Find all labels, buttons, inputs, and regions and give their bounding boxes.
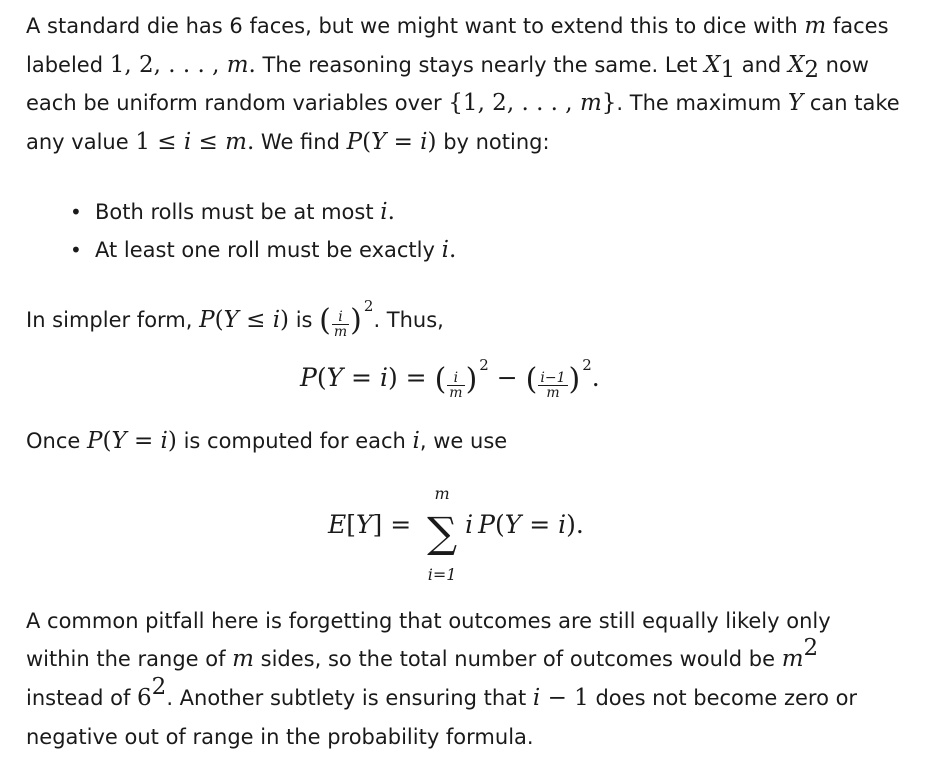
text: A standard die has 6 faces, but we might want to extend this to dice with xyxy=(26,14,805,38)
fraction xyxy=(538,371,567,400)
list-item xyxy=(70,193,456,231)
math-var: P xyxy=(199,307,215,333)
fraction xyxy=(447,371,464,400)
exponent: 2 xyxy=(479,356,489,374)
math: ) xyxy=(167,428,177,454)
math-var: i xyxy=(532,685,541,711)
text: is computed for each xyxy=(176,429,413,453)
text: Once xyxy=(26,429,87,453)
text: sides, so the total number of outcomes would be xyxy=(253,647,782,671)
math: 1, 2, . . . , xyxy=(109,52,227,78)
math: {1, 2, . . . , xyxy=(448,90,580,116)
text: In simpler form, xyxy=(26,308,200,332)
math-var: Y xyxy=(326,363,344,392)
math: = xyxy=(382,510,420,539)
math: . xyxy=(246,129,255,155)
simpler-form-line xyxy=(26,291,444,339)
closing-line-3 xyxy=(26,674,858,713)
math: 1 ≤ xyxy=(135,129,184,155)
paren-close: ) xyxy=(465,362,478,397)
math-var: m xyxy=(232,646,254,672)
math: 6 xyxy=(137,685,152,711)
text: instead of xyxy=(26,686,138,710)
math-var: i xyxy=(272,307,281,333)
math-var: Y xyxy=(787,90,804,116)
math-var: m xyxy=(226,52,249,78)
paren-open: ( xyxy=(434,362,447,397)
text: , we use xyxy=(419,429,508,453)
sum-symbol: ∑ xyxy=(427,508,458,557)
math-var: i xyxy=(183,129,192,155)
math-var: i xyxy=(465,510,474,539)
text: . Thus, xyxy=(373,308,444,332)
closing-line-2 xyxy=(26,635,819,674)
math: ( xyxy=(316,363,327,392)
intro-line-1 xyxy=(26,11,889,41)
math: = xyxy=(397,363,435,392)
list-item xyxy=(70,231,456,269)
math: ( xyxy=(362,129,372,155)
math: ) xyxy=(280,307,290,333)
text: At least one roll must be exactly xyxy=(95,238,442,262)
math: ≤ xyxy=(238,307,273,333)
subscript: 2 xyxy=(804,57,819,83)
text: is xyxy=(289,308,320,332)
math-var: Y xyxy=(111,428,127,454)
superscript: 2 xyxy=(803,635,819,661)
closing-line-1 xyxy=(26,606,831,636)
math: . xyxy=(448,237,457,263)
text: The reasoning stays nearly the same. Let xyxy=(255,53,705,77)
text: negative out of range in the probability formula. xyxy=(26,725,534,749)
sum-lower-limit: i=1 xyxy=(427,565,457,584)
paren-open: ( xyxy=(319,303,331,338)
paren-close: ) xyxy=(568,362,581,397)
math-var: i xyxy=(379,363,388,392)
once-line xyxy=(26,426,507,456)
math: = xyxy=(386,129,421,155)
text: by noting: xyxy=(436,130,550,154)
summation xyxy=(419,484,465,584)
math-var: P xyxy=(346,129,363,155)
paren-close: ) xyxy=(350,303,362,338)
superscript: 2 xyxy=(151,674,167,700)
denominator: m xyxy=(546,385,560,402)
math: ( xyxy=(102,428,112,454)
sum-upper-limit: m xyxy=(434,484,450,503)
math: = xyxy=(343,363,380,392)
math-var: i xyxy=(441,237,449,263)
text: Both rolls must be at most xyxy=(95,200,381,224)
math-var: X xyxy=(704,52,721,78)
paren-open: ( xyxy=(525,362,538,397)
equation-probability xyxy=(300,356,600,400)
text: labeled xyxy=(26,53,110,77)
math: . xyxy=(387,199,395,225)
text: A common pitfall here is forgetting that outcomes are still equally likely only xyxy=(26,609,831,633)
math-var: X xyxy=(787,52,805,78)
math-var: i xyxy=(412,428,420,454)
fraction xyxy=(332,310,349,339)
math-var: P xyxy=(300,363,317,392)
numerator: i xyxy=(332,310,349,325)
math-var: m xyxy=(781,646,804,672)
denominator: m xyxy=(333,324,348,341)
math: ≤ xyxy=(191,129,226,155)
math-var: Y xyxy=(223,307,239,333)
text: within the range of xyxy=(26,647,233,671)
bullet-list xyxy=(70,193,456,269)
math: = xyxy=(521,510,559,539)
math-var: P xyxy=(86,428,103,454)
text: and xyxy=(735,53,788,77)
math-var: m xyxy=(225,129,247,155)
equation-expectation xyxy=(328,484,584,584)
denominator: m xyxy=(449,385,463,402)
exponent: 2 xyxy=(363,297,374,315)
math: ) xyxy=(566,510,576,539)
math: ] xyxy=(372,510,383,539)
math-var: i xyxy=(160,428,168,454)
subscript: 1 xyxy=(720,57,736,83)
math-var: i xyxy=(420,129,428,155)
math: ( xyxy=(494,510,505,539)
math-var: i xyxy=(380,199,388,225)
math: = xyxy=(126,428,161,454)
math-var: m xyxy=(579,90,602,116)
text: We find xyxy=(254,130,347,154)
intro-line-3 xyxy=(26,88,900,118)
exponent: 2 xyxy=(582,356,592,374)
math-var: Y xyxy=(504,510,522,539)
math-var: Y xyxy=(356,510,373,539)
numerator: i−1 xyxy=(540,370,566,387)
math: − 1 xyxy=(540,685,589,711)
text: each be uniform random variables over xyxy=(26,91,449,115)
math: . xyxy=(248,52,256,78)
text: can take xyxy=(803,91,900,115)
numerator: i xyxy=(447,371,464,386)
text: faces xyxy=(826,14,889,38)
math: . xyxy=(591,363,600,392)
math: [ xyxy=(346,510,357,539)
math-var: i xyxy=(558,510,567,539)
text: does not become zero or xyxy=(588,686,858,710)
text: any value xyxy=(26,130,136,154)
closing-line-4 xyxy=(26,722,534,752)
math-var: E xyxy=(328,510,347,539)
intro-line-4 xyxy=(26,127,550,157)
math: ) xyxy=(427,129,437,155)
math-var: P xyxy=(478,510,495,539)
math: ( xyxy=(214,307,224,333)
math: . xyxy=(575,510,584,539)
intro-line-2 xyxy=(26,50,869,83)
math-var: m xyxy=(804,13,827,39)
text: . Another subtlety is ensuring that xyxy=(166,686,533,710)
math-var: Y xyxy=(371,129,387,155)
text: . The maximum xyxy=(616,91,788,115)
text: now xyxy=(818,53,869,77)
math: − xyxy=(488,363,526,392)
math: ) xyxy=(387,363,398,392)
math: } xyxy=(601,90,617,116)
